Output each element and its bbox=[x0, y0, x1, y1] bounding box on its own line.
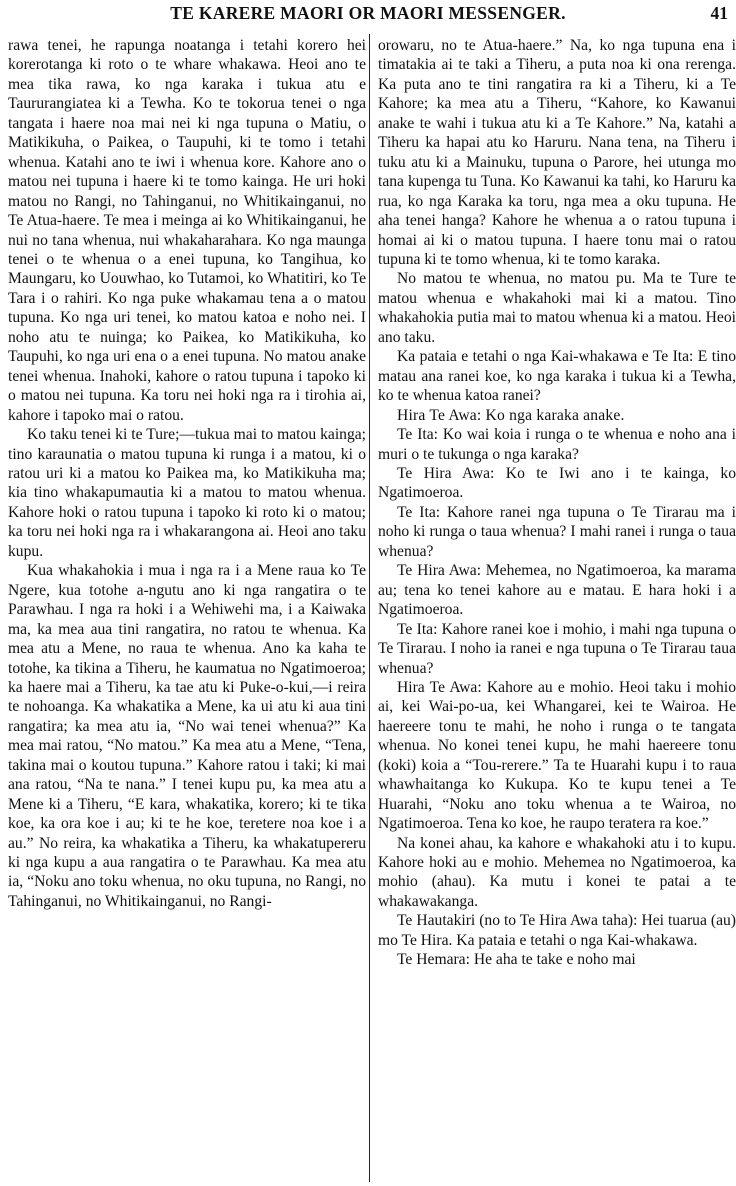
paragraph: Ko taku tenei ki te Ture;—tukua mai to matou kainga; tino karaunatia o matou tupuna ki runga i a matou, ki o ratou uri ki a matou ko Paikea ma, ko Matikikuha ma; kia tino whakapumautia ki a matou to matou whenua. Kahore hoki o ratou tupuna i tapoko ki roto ki o matou; ka toru nei hoki nga ra i whakarangona ai. Heoi ano taku kupu. bbox=[8, 426, 366, 560]
paragraph: Te Hira Awa: Ko te Iwi ano i te kainga, ko Ngatimoeroa. bbox=[378, 464, 736, 502]
paragraph: Te Hautakiri (no to Te Hira Awa taha): Hei tuarua (au) mo Te Hira. Ka pataia e tetahi o nga Kai-whakawa. bbox=[378, 912, 736, 949]
paragraph: Te Hira Awa: Mehemea, no Ngatimoeroa, ka marama au; tena ko tenei kahore au e matau. E hara hoki i a Ngatimoeroa. bbox=[378, 562, 736, 619]
paragraph: Na konei ahau, ka kahore e whakahoki atu i to kupu. Kahore hoki au e mohio. Mehemea no Ngatimoeroa, ka mohio (ahau). Ka mutu i konei te patai a te whakawakanga. bbox=[378, 834, 736, 910]
column-divider bbox=[369, 34, 370, 1182]
paragraph: Te Ita: Kahore ranei koe i mohio, i mahi nga tupuna o Te Tirarau. I noho ia ranei e nga tupuna o Te Tirarau taua whenua? bbox=[378, 620, 736, 677]
paragraph: No matou te whenua, no matou pu. Ma te Ture te matou whenua e whakahoki mai ki a matou. Tino whakahokia putia mai to matou whenua ki a matou. Heoi ano taku. bbox=[378, 270, 736, 346]
paragraph: Ka pataia e tetahi o nga Kai-whakawa e Te Ita: E tino matau ana ranei koe, ko nga karaka i tukua ki a Tewha, ko te whenua katoa ranei? bbox=[378, 348, 736, 405]
page-title: TE KARERE MAORI OR MAORI MESSENGER. bbox=[170, 3, 566, 23]
page-number: 41 bbox=[710, 3, 728, 23]
paragraph: Te Ita: Kahore ranei nga tupuna o Te Tirarau ma i noho ki runga o taua whenua? I mahi ranei i runga o taua whenua? bbox=[378, 503, 736, 560]
paragraph: Kua whakahokia i mua i nga ra i a Mene raua ko Te Ngere, kua totohe a-ngutu ano ki nga rangatira o te Parawhau. I nga ra hoki i a Wehiwehi ma, i a Kaiwaka ma, ka mea aua tini rangatira, no ratou te whenua. Ka mea atu a Mene, no raua te whenua. Ano ka kaha te totohe, ka tikina a Tiheru, he kaumatua no Ngatimoeroa; ka haere mai a Tiheru, ka tae atu ki Puke-o-kui,—i reira te nohoanga. Ka whakatika a Mene, ka ui atu ki aua tini rangatira; ka mea atu ia, “No wai tenei whenua?” Ka mea mai ratou, “No matou.” Ka mea atu a Mene, “Tena, takina mai o koutou tupuna.” Kahore ratou i taki; ki mai ana ratou, “Na te nana.” I tenei kupu pu, ka mea atu a Mene ki a Tiheru, “E kara, whakatika, korero; ki te tika koe, ka ora koe i au; ki te he koe, teretere noa koe i a au.” No reira, ka whakatika a Tiheru, ka whakatupereru ki nga kupu a aua rangatira o te Parawhau. Ka mea atu ia, “Noku ano toku whenua, no oku tupuna, no Rangi, no Tahinganui, no Whitikainganui, no Rangi- bbox=[8, 562, 366, 910]
paragraph: orowaru, no te Atua-haere.” Na, ko nga tupuna ena i timatakia ai te taki a Tiheru, a puta noa ki ona rerenga. Ka puta ano te tini rangatira ra ki a Tiheru, ki a Te Kahore; ka mea atu a Tiheru, “Kahore, ko Kawanui anake te wahi i tukua atu ki a Te Kahore.” Na, katahi a Tiheru ka hapai atu ko Haruru. Nana tena, na Tiheru i tuku atu ki a Mainuku, tupuna o Parore, hei utunga mo tana kupenga tu Tuna. Ko Kawanui ka tahi, ko Haruru ka rua, ko nga Karaka ka toru, nga mea a oku tupuna. He aha tenei hanga? Kahore he whenua a o ratou tupuna i homai ai ki o matou tupuna. I haere tonu mai o ratou tupuna ki te tomo whenua, ki te tomo karaka. bbox=[378, 37, 736, 268]
paragraph: Te Hemara: He aha te take e noho mai bbox=[397, 951, 636, 969]
paragraph: Hira Te Awa: Ko nga karaka anake. bbox=[397, 406, 625, 424]
page-header bbox=[0, 2, 736, 24]
left-column bbox=[8, 36, 366, 911]
paragraph: Hira Te Awa: Kahore au e mohio. Heoi taku i mohio ai, kei Wai-po-ua, kei Whangarei, kei te Wairoa. He haereere tonu te mahi, he noho i runga o te tangata whenua. No konei tenei kupu, he mahi haereere tonu (koki) koia a “Tou-rerere.” Ta te Huarahi kupu i to raua whawhaitanga ko Kukupa. Ko te kupu tenei a Te Huarahi, “Noku ano toku whenua a te Wairoa, no Ngatimoeroa. Tena ko koe, he raupo teratera ra koe.” bbox=[378, 678, 736, 833]
right-column bbox=[378, 36, 736, 970]
paragraph: Te Ita: Ko wai koia i runga o te whenua e noho ana i muri o te tukunga o nga karaka? bbox=[378, 426, 736, 463]
paragraph: rawa tenei, he rapunga noatanga i tetahi korero hei korerotanga ki roto o te whare whakawa. Heoi ano te mea tika rawa, ko nga karaka i tukua atu e Taururangiatea ki a Tewha. Ko te tokorua tenei o nga tangata i haere noa mai nei ki nga tupuna o Matiu, o Matikikuha, o Paikea, o Taupuhi, ki te tomo i tetahi whenua. Katahi ano te iwi i whenua kore. Kahore ano o matou nei tupuna i haere ki te tomo kainga. He uri hoki matou no Rangi, no Tahinganui, no Whitikainganui, no Te Atua-haere. Te mea i meinga ai ko Whitikainganui, he nui no tana whenua, nui whakaharahara. Ko nga maunga tenei o te whenua o a enei tupuna, ko Tangihua, ko Maungaru, ko Uouwhao, ko Tutamoi, ko Whatitiri, ko Te Tara i o rahiri. Ko nga puke whakamau tena a o matou tupuna. Ko nga uri tenei, ko matou katoa e noho nei. I noho atu te nuinga; ko Paikea, ko Matikikuha, ko Taupuhi, ko nga uri ena o a enei tupuna. No matou anake tenei whenua. Inahoki, kahore o ratou tupuna i tapoko ki o matou nei tupuna. Ka toru nei hoki nga ra i tirohia ai, kahore i tapoko mai o ratou. bbox=[8, 37, 366, 424]
